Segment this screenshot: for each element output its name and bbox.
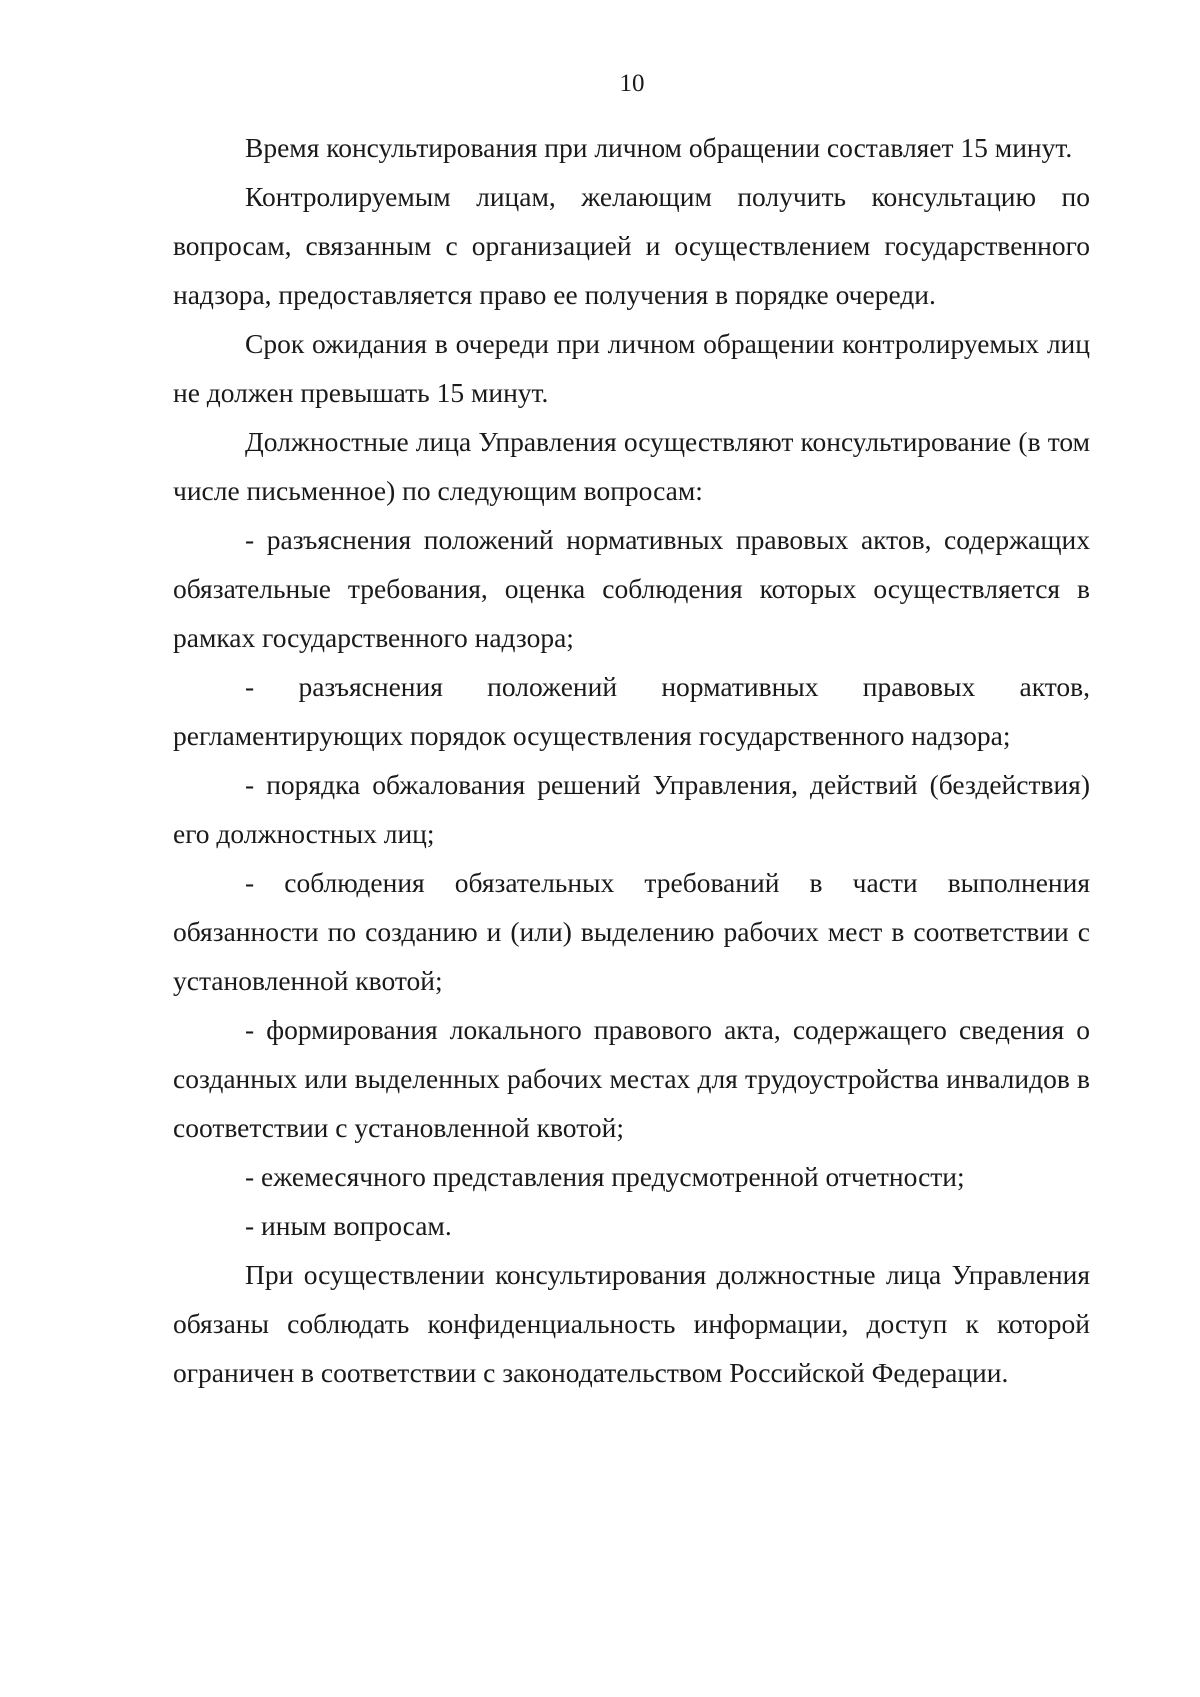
document-body [173,123,1090,1397]
list-item: - разъяснения положений нормативных правовых актов, содержащих обязательные требования, оценка соблюдения которых осуществляется в рамках государственного надзора; [173,524,1090,653]
list-item: - ежемесячного представления предусмотренной отчетности; [245,1161,965,1192]
list-item: - иным вопросам. [245,1210,452,1241]
list-item: - порядка обжалования решений Управления, действий (бездействия) его должностных лиц; [173,769,1090,849]
paragraph: Контролируемым лицам, желающим получить консультацию по вопросам, связанным с организацией и осуществлением государственного надзора, предоставляется право ее получения в порядке очереди. [173,181,1090,310]
list-item: - соблюдения обязательных требований в части выполнения обязанности по созданию и (или) выделению рабочих мест в соответствии с установленной квотой; [173,867,1090,996]
paragraph: Должностные лица Управления осуществляют консультирование (в том числе письменное) по следующим вопросам: [173,426,1090,506]
page-number: 10 [619,70,645,97]
list-item: - разъяснения положений нормативных правовых актов, регламентирующих порядок осуществления государственного надзора; [173,671,1090,751]
paragraph: Время консультирования при личном обращении составляет 15 минут. [245,132,1073,163]
paragraph: При осуществлении консультирования должностные лица Управления обязаны соблюдать конфиденциальность информации, доступ к которой ограничен в соответствии с законодательством Российской Федерации. [173,1259,1090,1388]
list-item: - формирования локального правового акта, содержащего сведения о созданных или выделенных рабочих местах для трудоустройства инвалидов в соответствии с установленной квотой; [173,1014,1090,1143]
paragraph: Срок ожидания в очереди при личном обращении контролируемых лиц не должен превышать 15 минут. [173,328,1090,408]
